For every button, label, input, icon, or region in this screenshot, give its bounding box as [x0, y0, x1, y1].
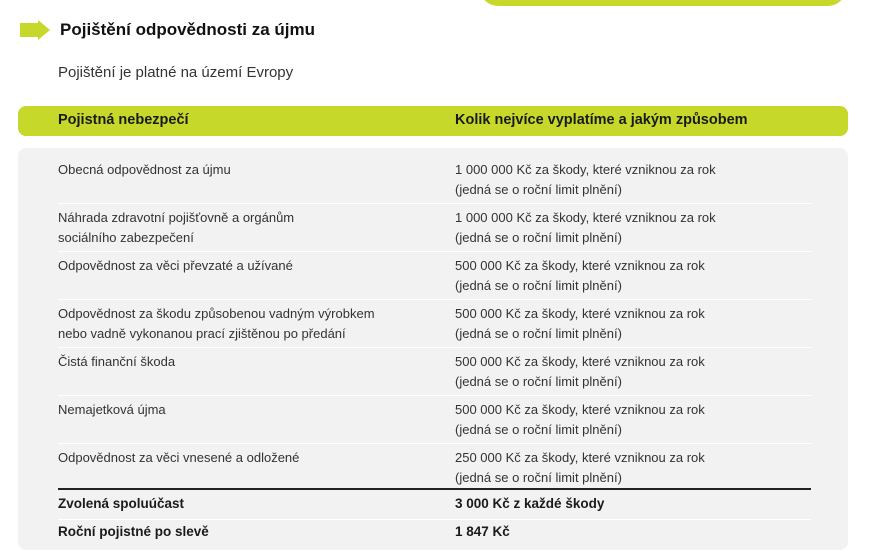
risk-cell	[58, 160, 438, 180]
premium-value: 1 847 Kč	[455, 524, 510, 539]
payout-limit: 500 000 Kč za škody, které vzniknou za rok	[455, 354, 705, 369]
row-divider	[58, 443, 811, 444]
table-header	[18, 106, 848, 136]
row-divider	[58, 299, 811, 300]
payout-note: (jedná se o roční limit plnění)	[455, 278, 622, 293]
risk-text: Obecná odpovědnost za újmu	[58, 162, 231, 177]
row-divider	[58, 251, 811, 252]
payout-limit: 500 000 Kč za škody, které vzniknou za rok	[455, 258, 705, 273]
risk-cell	[58, 256, 438, 276]
payout-cell	[455, 352, 795, 392]
payout-cell	[455, 160, 795, 200]
risk-text: sociálního zabezpečení	[58, 230, 194, 245]
payout-note: (jedná se o roční limit plnění)	[455, 230, 622, 245]
risk-text: Náhrada zdravotní pojišťovně a orgánům	[58, 210, 295, 225]
payout-limit: 500 000 Kč za škody, které vzniknou za rok	[455, 306, 705, 321]
column-header-risk: Pojistná nebezpečí	[58, 112, 189, 128]
payout-cell	[455, 400, 795, 440]
row-divider	[58, 395, 811, 396]
payout-limit: 1 000 000 Kč za škody, které vzniknou za rok	[455, 210, 716, 225]
column-header-payout: Kolik nejvíce vyplatíme a jakým způsobem	[455, 112, 748, 128]
row-divider	[58, 347, 811, 348]
arrow-right-icon	[20, 20, 50, 40]
risk-text: Odpovědnost za škodu způsobenou vadným výrobkem	[58, 306, 375, 321]
risk-cell	[58, 400, 438, 420]
decorative-accent-bar	[480, 0, 846, 6]
risk-text: Čistá finanční škoda	[58, 354, 176, 369]
risk-text: Nemajetková újma	[58, 402, 166, 417]
risk-text: Odpovědnost za věci vnesené a odložené	[58, 450, 300, 465]
payout-limit: 1 000 000 Kč za škody, které vzniknou za rok	[455, 162, 716, 177]
risk-cell	[58, 448, 438, 468]
payout-note: (jedná se o roční limit plnění)	[455, 374, 622, 389]
payout-note: (jedná se o roční limit plnění)	[455, 182, 622, 197]
payout-limit: 500 000 Kč za škody, které vzniknou za rok	[455, 402, 705, 417]
deductible-value: 3 000 Kč z každé škody	[455, 496, 605, 511]
row-divider	[58, 519, 811, 520]
payout-note: (jedná se o roční limit plnění)	[455, 470, 622, 485]
payout-note: (jedná se o roční limit plnění)	[455, 326, 622, 341]
territory-note: Pojištění je platné na území Evropy	[58, 64, 294, 81]
summary-divider	[58, 488, 811, 490]
deductible-label: Zvolená spoluúčast	[58, 496, 185, 511]
risk-text: nebo vadně vykonanou prací zjištěnou po předání	[58, 326, 346, 341]
payout-cell	[455, 304, 795, 344]
payout-cell	[455, 448, 795, 488]
payout-cell	[455, 208, 795, 248]
risk-cell	[58, 304, 438, 344]
payout-limit: 250 000 Kč za škody, které vzniknou za rok	[455, 450, 705, 465]
risk-cell	[58, 208, 438, 248]
section-header	[20, 20, 315, 40]
risk-cell	[58, 352, 438, 372]
payout-note: (jedná se o roční limit plnění)	[455, 422, 622, 437]
coverage-table	[18, 148, 848, 550]
payout-cell	[455, 256, 795, 296]
row-divider	[58, 203, 811, 204]
premium-label: Roční pojistné po slevě	[58, 524, 209, 539]
section-title: Pojištění odpovědnosti za újmu	[60, 20, 316, 39]
risk-text: Odpovědnost za věci převzaté a užívané	[58, 258, 293, 273]
